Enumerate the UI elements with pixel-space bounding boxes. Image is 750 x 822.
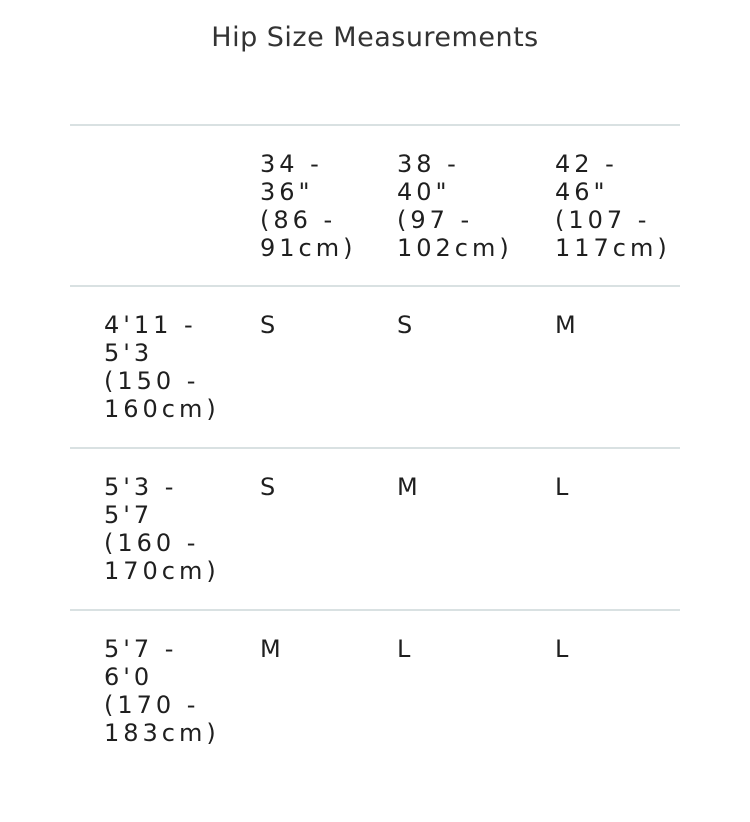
row-header-label: 5'3 - 5'7 (160 - 170cm): [104, 473, 220, 585]
size-cell: M: [397, 473, 422, 501]
size-cell: M: [555, 311, 580, 339]
row-header-height: [70, 448, 260, 610]
size-cell: L: [397, 635, 415, 663]
page-title: Hip Size Measurements: [211, 22, 539, 53]
table-row: [70, 610, 680, 772]
row-header-height: [70, 610, 260, 772]
column-header-hip-34-36: [260, 125, 397, 286]
size-cell: L: [555, 635, 573, 663]
row-header-label: 5'7 - 6'0 (170 - 183cm): [104, 635, 220, 747]
size-cell: S: [260, 311, 280, 339]
table-row: [70, 448, 680, 610]
size-cell: L: [555, 473, 573, 501]
row-header-height: [70, 286, 260, 448]
table-corner-cell: [70, 125, 260, 286]
size-cell: S: [260, 473, 280, 501]
column-header-label: 42 - 46" (107 - 117cm): [555, 150, 671, 262]
column-header-hip-42-46: [555, 125, 680, 286]
column-header-label: 38 - 40" (97 - 102cm): [397, 150, 513, 262]
size-chart-table: [70, 124, 680, 772]
size-cell: M: [260, 635, 285, 663]
row-header-label: 4'11 - 5'3 (150 - 160cm): [104, 311, 220, 423]
column-header-hip-38-40: [397, 125, 555, 286]
table-row: [70, 286, 680, 448]
table-header-row: [70, 125, 680, 286]
size-cell: S: [397, 311, 417, 339]
column-header-label: 34 - 36" (86 - 91cm): [260, 150, 357, 262]
